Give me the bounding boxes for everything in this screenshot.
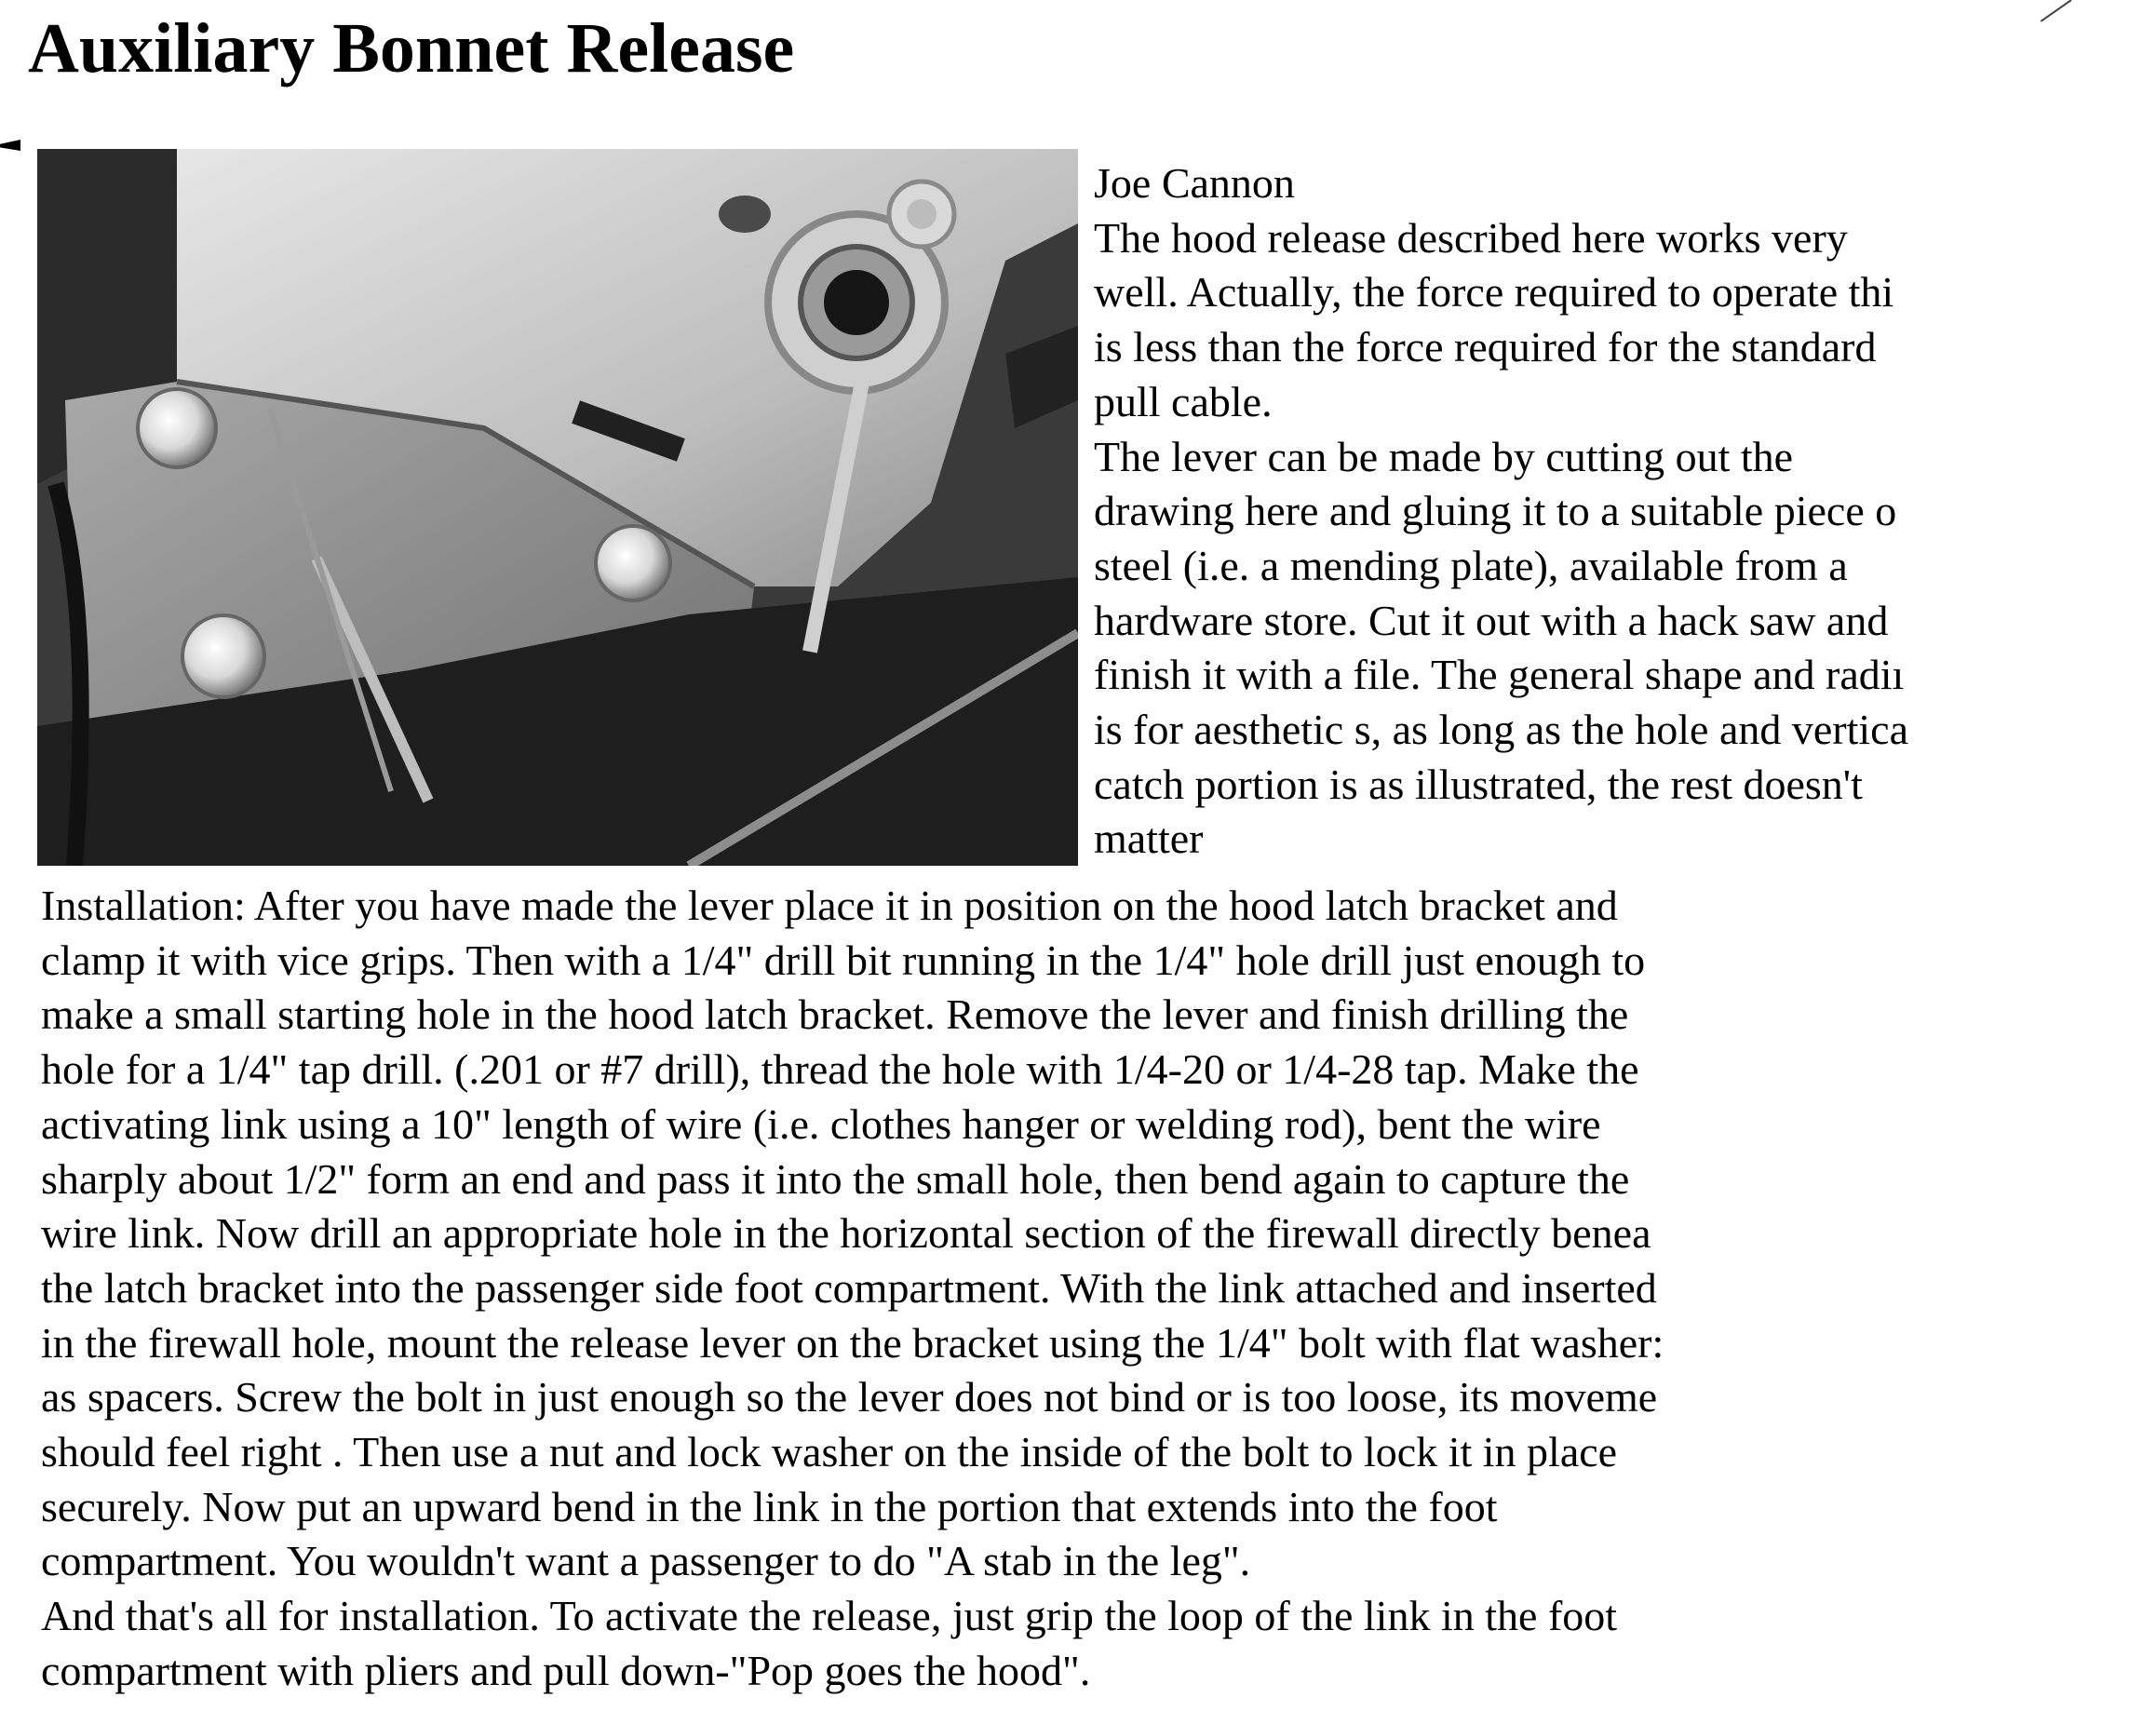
scan-artifact-line <box>2041 0 2072 22</box>
engine-bay-photo <box>37 149 1078 866</box>
text-line: make a small starting hole in the hood latch bracket. Remove the lever and finish drilling the <box>41 990 1629 1039</box>
scan-artifact-mark <box>0 140 20 151</box>
text-line: well. Actually, the force required to operate thi <box>1094 268 1894 317</box>
text-line: hardware store. Cut it out with a hack saw and <box>1094 596 1889 644</box>
text-line: compartment with pliers and pull down-"Pop goes the hood". <box>41 1646 1091 1694</box>
text-line: catch portion is as illustrated, the rest doesn't <box>1094 760 1863 808</box>
text-line: securely. Now put an upward bend in the link in the portion that extends into the foot <box>41 1482 1498 1530</box>
text-line: matter <box>1094 815 1204 863</box>
text-line: is for aesthetic s, as long as the hole and vertica <box>1094 706 1908 754</box>
text-line: steel (i.e. a mending plate), available from a <box>1094 541 1848 589</box>
text-line: finish it with a file. The general shape and radiı <box>1094 651 1905 699</box>
author-intro-text <box>1094 156 2156 867</box>
text-line: The lever can be made by cutting out the <box>1094 432 1794 480</box>
text-line: as spacers. Screw the bolt in just enough so the lever does not bind or is too loose, its moveme <box>41 1373 1658 1421</box>
text-line: is less than the force required for the standard <box>1094 323 1877 371</box>
text-line: activating link using a 10" length of wire (i.e. clothes hanger or welding rod), bent the wire <box>41 1099 1601 1148</box>
text-line: And that's all for installation. To activate the release, just grip the loop of the link in the foot <box>41 1592 1618 1640</box>
text-line: drawing here and gluing it to a suitable piece o <box>1094 487 1897 535</box>
text-line: wire link. Now drill an appropriate hole in the horizontal section of the firewall directly benea <box>41 1209 1651 1258</box>
installation-text <box>41 879 2156 1699</box>
page-title: Auxiliary Bonnet Release <box>28 9 795 88</box>
text-line: clamp it with vice grips. Then with a 1/4" drill bit running in the 1/4" hole drill just enough to <box>41 936 1646 984</box>
text-line: hole for a 1/4" tap drill. (.201 or #7 drill), thread the hole with 1/4-20 or 1/4-28 tap. Make the <box>41 1045 1639 1094</box>
text-line: compartment. You wouldn't want a passenger to do "A stab in the leg". <box>41 1537 1251 1585</box>
text-line: Joe Cannon <box>1094 159 1295 207</box>
text-line: in the firewall hole, mount the release lever on the bracket using the 1/4" bolt with flat washer: <box>41 1318 1664 1367</box>
text-line: Installation: After you have made the lever place it in position on the hood latch bracket and <box>41 882 1618 929</box>
text-line: pull cable. <box>1094 377 1273 425</box>
text-line: the latch bracket into the passenger side foot compartment. With the link attached and inserted <box>41 1263 1657 1312</box>
engine-bay-hood-latch-photo-icon <box>37 149 1078 866</box>
text-line: The hood release described here works very <box>1094 213 1848 262</box>
text-line: should feel right . Then use a nut and lock washer on the inside of the bolt to lock it in place <box>41 1428 1618 1476</box>
text-line: sharply about 1/2" form an end and pass it into the small hole, then bend again to capture the <box>41 1154 1630 1203</box>
